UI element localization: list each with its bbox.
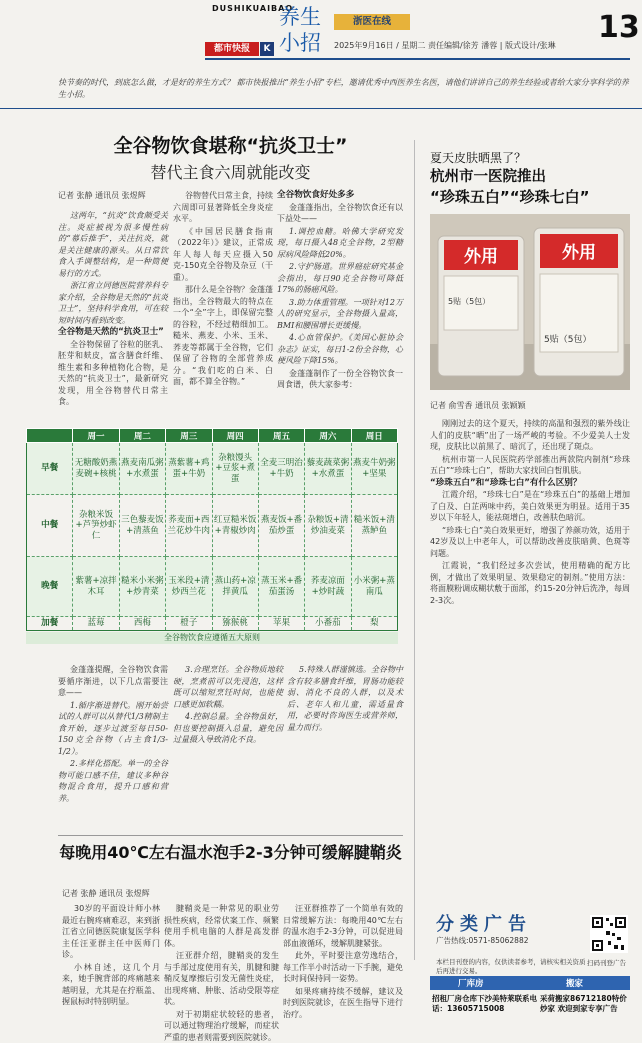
article3-title-line2: “珍珠五白”“珍珠七白” (430, 186, 589, 207)
article2-paragraph: 汪亚群推荐了一个简单有效的日常缓解方法：每晚用40℃左右的温水泡手2-3分钟，可以促进局部血液循环，缓解肌腱紧张。 (283, 903, 403, 949)
weekly-menu-table (26, 428, 398, 631)
table-row (27, 495, 398, 557)
article2-paragraph: 对于初期症状较轻的患者，可以通过物理治疗缓解，而症状严重的患者则需要到医院就诊。 (164, 1009, 279, 1043)
article1-bottom-col3 (287, 664, 403, 834)
table-cell: 三色藜麦饭+清蒸鱼 (119, 495, 165, 557)
table-cell: 蒸山药+凉拌黄瓜 (212, 557, 258, 617)
qr-code-icon[interactable] (590, 915, 628, 953)
table-cell: 橙子 (166, 617, 212, 631)
article2-paragraph: 汪亚群介绍，腱鞘炎的发生与手部过度使用有关，肌腱和腱鞘反复摩擦后引发无菌性炎症，出现疼痛、肿胀、活动受限等症状。 (164, 950, 279, 1008)
table-cell: 蓝莓 (73, 617, 119, 631)
article1-col2 (173, 190, 273, 430)
article1-subhead-2: 全谷物饮食好处多多 (277, 190, 403, 202)
table-cell: 荞麦面+西兰花炒牛肉 (166, 495, 212, 557)
article1-subtitle: 替代主食六周就能改变 (58, 160, 403, 183)
column-divider (414, 140, 415, 960)
table-cell: 小米粥+蒸南瓜 (351, 557, 397, 617)
table-header-cell: 周一 (73, 429, 119, 443)
article1-lead-1: 这两年，“抗炎”饮食颇受关注。炎症被视为很多慢性病的“幕后推手”，关注抗炎，就是关注健康的源头。从日常饮食入手调整结构，是一种简便易行的方式。 (58, 210, 168, 279)
table-cell: 糙米饭+清蒸鲈鱼 (351, 495, 397, 557)
table-cell: 玉米段+清炒西兰花 (166, 557, 212, 617)
article3-paragraph: 江霞介绍，“珍珠七白”是在“珍珠五白”的基础上增加了白及、白芷两味中药，美白效果更为明显。适用于35岁以下年轻人，能祛斑增白，改善肤色暗沉。 (430, 489, 630, 524)
article3-byline: 记者 俞雪香 通讯员 张颖颖 (430, 400, 526, 411)
article1-paragraph: 金蓬蓬指出，全谷物饮食还有以下益处—— (277, 202, 403, 225)
table-header-cell: 周三 (166, 429, 212, 443)
category-warehouse: 厂库房 (458, 977, 484, 989)
row-label: 中餐 (27, 495, 73, 557)
row-label: 加餐 (27, 617, 73, 631)
benefit-item: 3.助力体重管理。一项针对12万人的研究显示，全谷物摄入量高，BMI和腰围增长更缓慢。 (277, 297, 403, 332)
column-intro: 快节奏的时代，到底怎么做，才是好的养生方式？ 都市快报推出“养生小招”专栏，邀请优秀中西医养生名医，请他们讲讲自己的养生经验或者给大家分享科学的养生小招。 (58, 77, 633, 101)
table-row (27, 443, 398, 495)
article3-paragraph: 杭州市第一人民医院药学部推出两款院内制剂“珍珠五白”“珍珠七白”，帮助大家找回白皙肌肤。 (430, 454, 630, 477)
jar-label-sub: 5贴（5包） (544, 332, 591, 345)
row-label: 早餐 (27, 443, 73, 495)
article1-title: 全谷物饮食堪称“抗炎卫士” (58, 131, 403, 158)
principle-item: 2.多样化搭配。单一的全谷物可能口感不佳，建议多种谷物混合食用，提升口感和营养。 (58, 758, 168, 804)
row-label: 晚餐 (27, 557, 73, 617)
article2-col2 (164, 903, 279, 1021)
table-header-cell: 周五 (258, 429, 304, 443)
table-cell: 藜麦蔬菜粥+水煮蛋 (305, 443, 351, 495)
table-row (27, 617, 398, 631)
table-cell: 燕麦饭+番茄炒蛋 (258, 495, 304, 557)
table-cell: 荞麦凉面+炒时蔬 (305, 557, 351, 617)
table-cell: 蒸紫薯+鸡蛋+牛奶 (166, 443, 212, 495)
table-cell: 红豆糙米饭+青椒炒肉 (212, 495, 258, 557)
section-title: 养生小招 (279, 4, 329, 56)
benefit-item: 2.守护肠道。世界癌症研究基金会指出，每日90克全谷物可降低17%的肠癌风险。 (277, 261, 403, 296)
table-cell: 杂粮饭+清炒油麦菜 (305, 495, 351, 557)
jar-label-sub: 5贴（5包） (448, 296, 490, 307)
table-cell: 蒸玉米+番茄蛋汤 (258, 557, 304, 617)
paper-logo: 都市快报 (205, 42, 259, 56)
article2-paragraph: 小林自述，这几个月来，她手腕背部的疼痛越来越明显，尤其是在拧瓶盖、握鼠标时特别明显。 (62, 962, 160, 1008)
article1-paragraph: 谷物替代日常主食，持续六周即可显著降低全身炎症水平。 (173, 190, 273, 225)
header-rule (205, 58, 630, 60)
article3-title-line1: 杭州市一医院推出 (430, 165, 546, 186)
classified-ad: 采荷搬家86712180特价炒家 欢迎到家专享广告 (540, 994, 632, 1014)
table-cell: 糙米小米粥+炒青菜 (119, 557, 165, 617)
article1-paragraph: 《中国居民膳食指南（2022年）》建议，正常成年人每人每天应摄入50克-150克全谷物及杂豆（干重）。 (173, 226, 273, 284)
article3-body (430, 418, 630, 956)
page-number: 13 (598, 10, 640, 45)
table-header-row (27, 429, 398, 443)
article1-paragraph: 全谷物保留了谷粒的胚乳、胚芽和麸皮，富含膳食纤维、维生素和多种植物化合物，是天然的“抗炎卫士”，最新研究发现，用全谷物替代日常主食。 (58, 339, 168, 408)
jar-label-main: 外用 (540, 238, 618, 263)
table-cell: 杂粮馒头+豆浆+煮蛋 (212, 443, 258, 495)
table-cell: 无糖酸奶燕麦碗+核桃 (73, 443, 119, 495)
table-cell: 小番茄 (305, 617, 351, 631)
article2-col3 (283, 903, 403, 1021)
article-divider (58, 835, 403, 836)
article1-lead-2: 浙江省立同德医院营养科专家介绍，全谷物是天然的“抗炎卫士”，坚持科学食用，可在较短时间内看到改变。 (58, 280, 168, 326)
product-photo (430, 214, 630, 390)
table-cell: 全麦三明治+牛奶 (258, 443, 304, 495)
table-cell: 猕猴桃 (212, 617, 258, 631)
article1-subhead-1: 全谷物是天然的“抗炎卫士” (58, 327, 168, 339)
dateline: 2025年9月16日 / 星期二 责任编辑/徐芳 潘蓉 | 版式设计/张琳 (334, 40, 556, 51)
article2-byline: 记者 张静 通讯员 张煜辉 (62, 888, 150, 899)
classifieds-title: 分类广告 (436, 910, 532, 936)
article2-paragraph: 如果疼痛持续不缓解，建议及时到医院就诊，在医生指导下进行治疗。 (283, 986, 403, 1021)
benefit-item: 4.心血管保护。《美国心脏协会杂志》证实，每日1-2份全谷物，心梗风险下降15%。 (277, 332, 403, 367)
article1-paragraph: 金蓬蓬制作了一份全谷物饮食一周食谱，供大家参考： (277, 368, 403, 391)
article1-bottom-col2 (173, 664, 283, 834)
table-cell: 苹果 (258, 617, 304, 631)
article2-col1 (62, 903, 160, 1021)
article2-paragraph: 30岁的平面设计师小林最近右腕疼痛难忍，来到浙江省立同德医院康复医学科主任汪亚群主任中医师门诊。 (62, 903, 160, 961)
table-cell: 杂粮米饭+芦笋炒虾仁 (73, 495, 119, 557)
benefit-item: 1.调控血糖。哈佛大学研究发现，每日摄入48克全谷物，2型糖尿病风险降低20%。 (277, 226, 403, 261)
category-moving: 搬家 (566, 977, 583, 989)
table-header-cell: 周六 (305, 429, 351, 443)
article2-paragraph: 腱鞘炎是一种常见的职业劳损性疾病，经常伏案工作、频繁使用手机电脑的人群是高发群体。 (164, 903, 279, 949)
k-logo: K (260, 42, 274, 56)
article1-bottom-col1 (58, 664, 168, 834)
brand-text: DUSHIKUAIBAO (212, 4, 293, 13)
jar-label-main: 外用 (444, 242, 518, 267)
article1-col1 (58, 210, 168, 430)
table-header-cell: 周四 (212, 429, 258, 443)
article2-paragraph: 此外，平时要注意劳逸结合，每工作半小时活动一下手腕，避免长时间保持同一姿势。 (283, 950, 403, 985)
classifieds-phone: 广告热线:0571-85062882 (436, 935, 529, 946)
table-caption: 全谷物饮食应遵循五大原则 (26, 632, 398, 644)
column-badge: 浙医在线 (334, 14, 410, 30)
article3-paragraph: 刚刚过去的这个夏天，持续的高温和强烈的紫外线让人们的皮肤“晒”出了一场严峻的考验。不少爱美人士发现，皮肤比以前黑了、暗沉了，还出现了斑点。 (430, 418, 630, 453)
classified-ad: 招租厂房仓库下沙美特莱联系电话：13605715008 (432, 994, 542, 1014)
qr-label: 扫码刊登广告 (587, 958, 626, 967)
principle-item: 4.控制总量。全谷物虽好，但也要控制摄入总量，避免因过量摄入导致消化不良。 (173, 711, 283, 746)
article3-subhead: “珍珠五白”和“珍珠七白”有什么区别？ (430, 478, 630, 490)
classifieds-notice: 本栏目刊登的内容，仅供读者参考，请核实相关资质后再进行交易。 (436, 958, 586, 976)
table-cell: 西梅 (119, 617, 165, 631)
article1-byline: 记者 张静 通讯员 张煜辉 (58, 190, 146, 201)
article2-title: 每晚用40℃左右温水泡手2-3分钟可缓解腱鞘炎 (58, 843, 403, 863)
article1-paragraph: 那什么是全谷物？金蓬蓬指出，全谷物最大的特点在一个“全”字上，即保留完整的谷粒，不经过精细加工。糙米、燕麦、小米、玉米、荞麦等都属于全谷物，它们保留了谷物的全部营养成分。“我们吃的白米、白面，都不算全谷物。” (173, 284, 273, 388)
table-cell: 梨 (351, 617, 397, 631)
table-cell: 燕麦牛奶粥+坚果 (351, 443, 397, 495)
table-cell: 燕麦南瓜粥+水煮蛋 (119, 443, 165, 495)
principle-item: 5.特殊人群谨慎选。全谷物中含有较多膳食纤维，胃肠功能较弱、消化不良的人群，以及术后、老年人和儿童，需适量食用，必要时咨询医生或营养师，量力而行。 (287, 664, 403, 733)
table-cell: 紫薯+凉拌木耳 (73, 557, 119, 617)
article1-paragraph: 金蓬蓬提醒，全谷物饮食需要循序渐进，以下几点需要注意—— (58, 664, 168, 699)
principle-item: 3.合理烹饪。全谷物质地较硬，烹煮前可以先浸泡，这样既可以缩短烹饪时间，也能使口感更加软糯。 (173, 664, 283, 710)
article3-paragraph: “珍珠七白”美白效果更好，增强了养颜功效，适用于42岁及以上中老年人，可以帮助改善皮肤暗黄、色斑等问题。 (430, 525, 630, 560)
article3-kicker: 夏天皮肤晒黑了？ (430, 149, 526, 166)
table-header-cell: 周日 (351, 429, 397, 443)
table-row (27, 557, 398, 617)
article3-paragraph: 江霞说，“我们经过多次尝试，使用精确的配方比例，才做出了效果明显、效果稳定的制剂。”使用方法：将面膜粉调成糊状敷于面部，约15-20分钟后洗净，每周2-3次。 (430, 560, 630, 606)
principle-item: 1.循序渐进替代。刚开始尝试的人群可以从替代1/3精制主食开始，逐步过渡至每日50-150克全谷物（占主食1/3-1/2）。 (58, 700, 168, 758)
table-header-cell: 周二 (119, 429, 165, 443)
article1-col3 (277, 190, 403, 430)
intro-divider (0, 108, 642, 109)
table-header-cell (27, 429, 73, 443)
